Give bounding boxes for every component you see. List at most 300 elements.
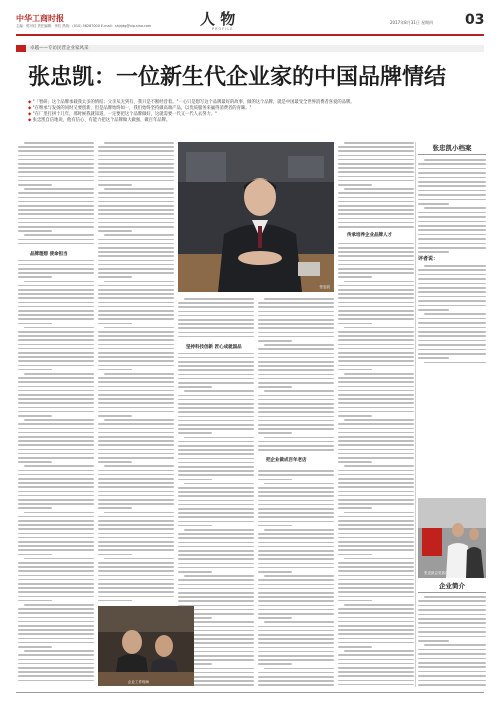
text-line	[258, 382, 334, 384]
text-line	[18, 482, 94, 484]
text-line	[338, 453, 414, 455]
text-line	[338, 356, 414, 358]
text-line	[178, 336, 254, 338]
text-line	[338, 684, 414, 686]
text-line	[98, 533, 174, 535]
text-line	[258, 655, 334, 657]
text-line	[178, 428, 254, 430]
text-line	[104, 419, 174, 421]
bullet-1: ◆ "「智研」这个品牌承载我太多的情结；父亲从无到有、我只是不断经营着。"一心只是想写这个品牌最好的故事，做的这个品牌，就是中国最受全世界消费者喜爱的品牌。	[28, 100, 355, 105]
text-line	[178, 533, 254, 535]
text-line	[338, 423, 414, 425]
text-line	[18, 146, 94, 148]
text-line	[18, 314, 94, 316]
text-line	[24, 327, 94, 329]
text-line	[418, 287, 486, 289]
text-line	[338, 491, 414, 493]
text-line	[338, 331, 414, 333]
text-line	[418, 357, 449, 359]
text-line	[98, 222, 174, 224]
text-line	[178, 327, 254, 329]
text-line	[18, 549, 94, 551]
text-line	[98, 423, 174, 425]
text-line	[18, 440, 94, 442]
text-line	[418, 609, 486, 611]
text-line	[418, 662, 486, 664]
meeting-photo	[98, 606, 194, 686]
text-line	[24, 373, 94, 375]
text-line	[418, 684, 486, 686]
text-line	[338, 503, 414, 505]
text-line	[98, 381, 174, 383]
text-line	[418, 221, 486, 223]
text-line	[104, 373, 174, 375]
text-line	[258, 642, 334, 644]
text-line	[258, 495, 334, 497]
text-line	[258, 680, 334, 682]
text-line	[338, 663, 414, 665]
text-line	[178, 487, 254, 489]
text-line	[178, 369, 254, 371]
text-line	[258, 651, 334, 653]
text-line	[18, 369, 52, 371]
text-line	[98, 260, 174, 262]
text-line	[338, 306, 414, 308]
text-line	[178, 491, 254, 493]
text-line	[338, 150, 414, 152]
text-line	[338, 482, 414, 484]
text-line	[258, 647, 334, 649]
text-line	[338, 201, 414, 203]
text-line	[18, 680, 94, 682]
text-line	[98, 318, 174, 320]
text-line	[98, 449, 174, 451]
text-line	[418, 278, 486, 280]
text-line	[178, 588, 254, 590]
text-line	[338, 474, 414, 476]
main-portrait-photo	[178, 142, 334, 292]
text-line	[18, 276, 52, 278]
text-line	[98, 575, 174, 577]
text-line	[24, 465, 94, 467]
text-line	[178, 596, 254, 598]
photo-caption-3: 张忠凯会见客户	[424, 571, 449, 575]
subhead-2: 坚持科技创新 匠心成就国品	[186, 345, 242, 350]
bullet-2: ◆ "在继承与发扬的同时又要创新，但是品牌始终如一，我们始终坚持做高端产品，以优质服务来赢得消费者的青睐。"	[28, 106, 252, 111]
text-line	[424, 207, 486, 209]
text-line	[98, 209, 174, 211]
text-line	[418, 234, 486, 236]
text-line	[98, 306, 174, 308]
text-line	[338, 226, 414, 228]
text-line	[98, 197, 174, 199]
text-line	[338, 507, 372, 509]
text-line	[98, 562, 174, 564]
text-line	[178, 521, 254, 523]
text-line	[418, 675, 486, 677]
text-line	[98, 293, 174, 295]
text-line	[338, 608, 414, 610]
text-line	[258, 432, 292, 434]
text-line	[18, 600, 52, 602]
text-line	[258, 634, 334, 636]
text-line	[178, 592, 254, 594]
text-line	[98, 276, 132, 278]
text-line	[264, 298, 334, 300]
text-line	[424, 362, 486, 364]
text-line	[98, 491, 174, 493]
text-line	[338, 449, 414, 451]
text-line	[98, 176, 174, 178]
text-line	[338, 554, 372, 556]
text-line	[18, 495, 94, 497]
text-line	[18, 184, 52, 186]
text-line	[338, 583, 414, 585]
text-line	[98, 566, 174, 568]
footer-rule	[16, 692, 484, 693]
text-line	[18, 675, 94, 677]
text-line	[418, 605, 486, 607]
text-line	[98, 524, 174, 526]
text-line	[258, 672, 334, 674]
text-line	[18, 318, 94, 320]
bullet-marker: ◆	[28, 100, 33, 105]
text-line	[18, 596, 94, 598]
text-line	[98, 507, 132, 509]
text-line	[18, 297, 94, 299]
text-line	[258, 613, 334, 615]
text-line	[258, 609, 334, 611]
text-line	[98, 150, 174, 152]
text-line	[418, 194, 486, 196]
sidebar-company-text	[418, 596, 486, 688]
text-line	[338, 310, 414, 312]
text-line	[338, 365, 414, 367]
text-line	[178, 508, 254, 510]
text-line	[18, 163, 94, 165]
text-line	[418, 296, 486, 298]
text-line	[258, 676, 334, 678]
text-line	[338, 335, 414, 337]
text-line	[24, 558, 94, 560]
text-line	[258, 327, 334, 329]
text-line	[258, 449, 334, 451]
text-line	[178, 416, 254, 418]
text-line	[338, 436, 414, 438]
text-line	[18, 415, 52, 417]
text-line	[258, 378, 334, 380]
text-line	[418, 631, 486, 633]
text-line	[178, 361, 254, 363]
text-line	[418, 658, 486, 660]
text-line	[98, 390, 174, 392]
text-line	[98, 520, 174, 522]
text-line	[258, 542, 334, 544]
text-line	[178, 571, 212, 573]
text-line	[338, 659, 414, 661]
text-line	[344, 373, 414, 375]
text-line	[18, 239, 94, 241]
text-line	[258, 563, 334, 565]
text-line	[18, 222, 94, 224]
text-line	[18, 306, 94, 308]
text-line	[338, 213, 414, 215]
text-line	[338, 293, 414, 295]
text-line	[338, 533, 414, 535]
text-line	[258, 411, 334, 413]
text-line	[98, 184, 132, 186]
text-line	[98, 167, 174, 169]
text-line	[338, 272, 414, 274]
text-line	[338, 470, 414, 472]
text-line	[418, 274, 486, 276]
text-line	[418, 177, 486, 179]
text-line	[184, 668, 254, 670]
text-line	[178, 512, 254, 514]
text-line	[98, 331, 174, 333]
text-line	[338, 415, 372, 417]
text-line	[178, 420, 254, 422]
text-line	[104, 142, 174, 144]
text-line	[104, 234, 174, 236]
text-line	[178, 525, 212, 527]
text-line	[258, 353, 334, 355]
text-line	[338, 566, 414, 568]
text-line	[258, 395, 334, 397]
article-column-5	[338, 142, 414, 687]
text-line	[98, 251, 174, 253]
text-line	[418, 163, 486, 165]
text-line	[338, 394, 414, 396]
text-line	[258, 567, 334, 569]
text-line	[98, 247, 174, 249]
text-line	[98, 541, 174, 543]
text-line	[338, 642, 414, 644]
text-line	[338, 302, 414, 304]
text-line	[98, 444, 174, 446]
text-line	[338, 369, 372, 371]
text-line	[18, 633, 94, 635]
text-line	[178, 558, 254, 560]
text-line	[98, 369, 132, 371]
text-line	[344, 512, 414, 514]
text-line	[98, 499, 174, 501]
text-line	[258, 588, 334, 590]
text-line	[98, 335, 174, 337]
text-line	[258, 403, 334, 405]
text-line	[338, 247, 414, 249]
text-line	[104, 558, 174, 560]
text-line	[98, 478, 174, 480]
text-line	[418, 243, 486, 245]
text-line	[258, 487, 334, 489]
text-line	[184, 298, 254, 300]
text-line	[338, 591, 414, 593]
text-line	[178, 403, 254, 405]
text-line	[98, 486, 174, 488]
text-line	[178, 395, 254, 397]
text-line	[338, 352, 414, 354]
text-line	[178, 399, 254, 401]
text-line	[18, 323, 52, 325]
text-line	[18, 180, 94, 182]
text-line	[338, 386, 414, 388]
text-line	[178, 407, 254, 409]
text-line	[258, 550, 334, 552]
text-line	[338, 671, 414, 673]
text-line	[18, 197, 94, 199]
page-number: 03	[465, 12, 485, 28]
text-line	[338, 629, 414, 631]
text-line	[338, 516, 414, 518]
text-line	[18, 617, 94, 619]
text-line	[18, 155, 94, 157]
text-line	[338, 381, 414, 383]
text-line	[18, 478, 94, 480]
sidebar-profile-text	[418, 159, 486, 254]
text-line	[344, 281, 414, 283]
text-line	[98, 239, 174, 241]
text-line	[338, 209, 414, 211]
text-line	[258, 302, 334, 304]
sidebar-comment-text	[418, 265, 486, 365]
text-line	[98, 285, 174, 287]
text-line	[338, 285, 414, 287]
text-line	[418, 199, 486, 201]
text-line	[98, 314, 174, 316]
text-line	[18, 621, 94, 623]
text-line	[18, 260, 94, 262]
text-line	[18, 352, 94, 354]
masthead-info: 主编：郭可佳 责任编辑：李拉 热线：(010) 58287000 E-mail：shjrjdg@vip.sina.com	[16, 24, 152, 28]
text-line	[98, 474, 174, 476]
text-line	[98, 428, 174, 430]
text-line	[178, 445, 254, 447]
text-line	[418, 622, 486, 624]
text-line	[98, 394, 174, 396]
text-line	[338, 390, 414, 392]
text-line	[178, 584, 254, 586]
masthead-rule	[16, 34, 484, 36]
text-line	[18, 289, 94, 291]
text-line	[258, 424, 334, 426]
text-line	[18, 520, 94, 522]
sidebar-company	[418, 582, 486, 692]
text-line	[338, 428, 414, 430]
text-line	[418, 251, 449, 253]
text-line	[98, 201, 174, 203]
text-line	[338, 524, 414, 526]
text-line	[258, 361, 334, 363]
article-column-4	[258, 298, 334, 688]
text-line	[18, 432, 94, 434]
text-line	[258, 491, 334, 493]
text-line	[338, 289, 414, 291]
text-line	[178, 550, 254, 552]
text-line	[338, 432, 414, 434]
text-line	[18, 201, 94, 203]
text-line	[338, 440, 414, 442]
text-line	[418, 335, 486, 337]
text-line	[98, 579, 174, 581]
text-line	[178, 411, 254, 413]
text-line	[98, 503, 174, 505]
text-line	[258, 546, 334, 548]
text-line	[258, 332, 334, 334]
text-line	[424, 313, 486, 315]
bullet-block	[28, 100, 476, 124]
text-line	[98, 272, 174, 274]
text-line	[258, 470, 334, 472]
text-line	[178, 466, 254, 468]
text-line	[338, 184, 372, 186]
text-line	[338, 680, 414, 682]
text-line	[338, 360, 414, 362]
text-line	[258, 323, 334, 325]
text-line	[338, 537, 414, 539]
text-line	[104, 512, 174, 514]
text-line	[338, 402, 414, 404]
text-line	[338, 528, 414, 530]
text-line	[258, 365, 334, 367]
text-line	[18, 386, 94, 388]
text-line	[98, 289, 174, 291]
text-line	[338, 155, 414, 157]
text-line	[258, 537, 334, 539]
text-line	[18, 293, 94, 295]
text-line	[338, 163, 414, 165]
text-line	[258, 374, 334, 376]
text-line	[178, 378, 254, 380]
text-line	[178, 323, 254, 325]
sidebar-profile-title: 张忠凯小档案	[418, 144, 486, 155]
text-line	[258, 525, 292, 527]
text-line	[18, 474, 94, 476]
text-line	[418, 168, 486, 170]
text-line	[338, 562, 414, 564]
text-line	[418, 353, 486, 355]
text-line	[418, 640, 449, 642]
text-line	[98, 255, 174, 257]
text-line	[24, 142, 94, 144]
text-line	[258, 516, 334, 518]
text-line	[178, 567, 254, 569]
text-line	[18, 638, 94, 640]
text-line	[418, 666, 486, 668]
text-line	[338, 268, 414, 270]
text-line	[338, 486, 414, 488]
text-line	[264, 529, 334, 531]
text-line	[258, 340, 292, 342]
text-line	[18, 499, 94, 501]
text-line	[178, 462, 254, 464]
text-line	[24, 512, 94, 514]
text-line	[258, 428, 334, 430]
text-line	[338, 478, 414, 480]
feature-banner	[16, 45, 484, 52]
banner-label: 卓越——专访民营企业家风采	[30, 46, 89, 51]
text-line	[424, 644, 486, 646]
text-line	[418, 680, 486, 682]
text-line	[18, 402, 94, 404]
text-line	[18, 659, 94, 661]
text-line	[18, 360, 94, 362]
text-line	[424, 596, 486, 598]
text-line	[18, 444, 94, 446]
text-line	[18, 150, 94, 152]
text-line	[98, 264, 174, 266]
text-line	[98, 432, 174, 434]
